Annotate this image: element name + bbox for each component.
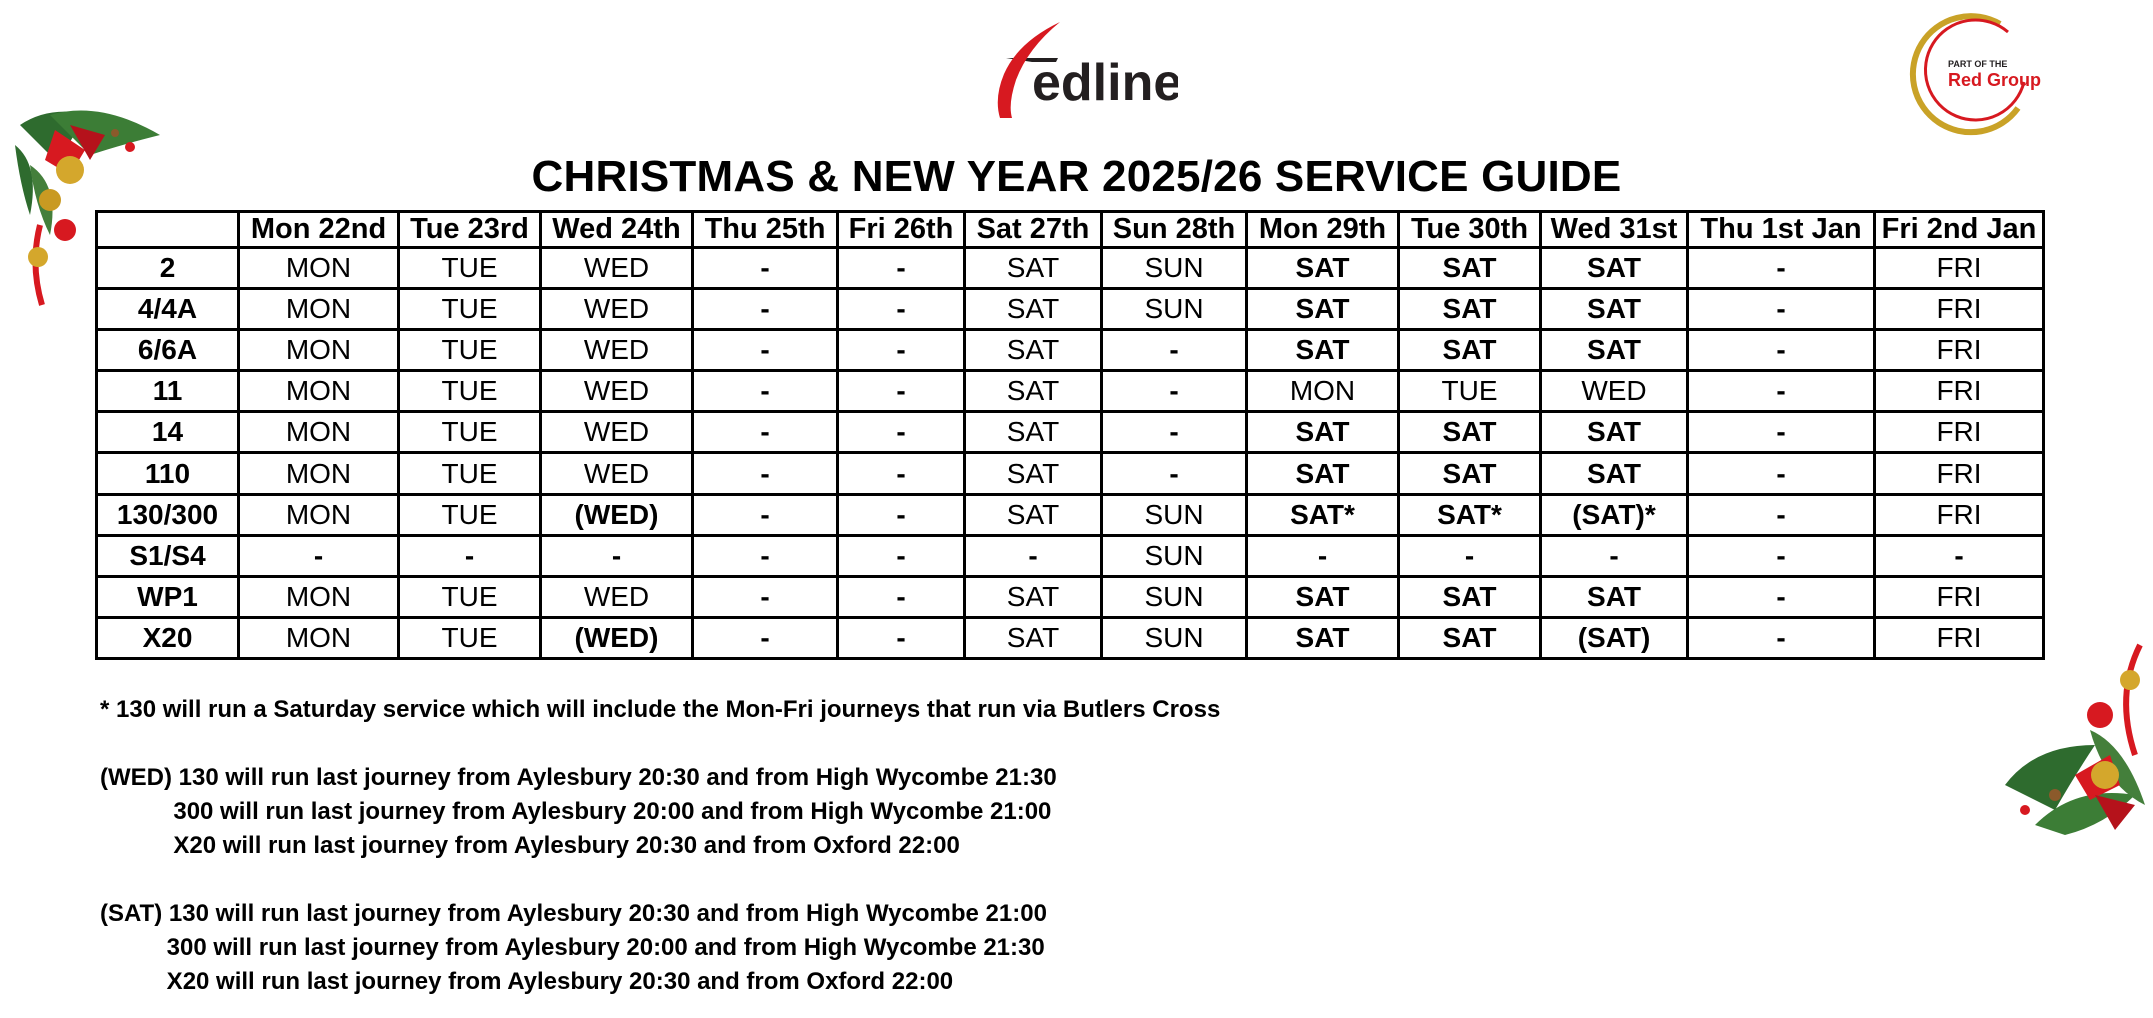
service-cell: SAT bbox=[1399, 617, 1541, 658]
badge-line1: PART OF THE bbox=[1948, 59, 2008, 69]
service-cell: MON bbox=[239, 617, 399, 658]
column-header bbox=[97, 212, 239, 248]
footnote-sat-line: X20 will run last journey from Aylesbury 20:30 and from Oxford 22:00 bbox=[100, 968, 954, 995]
service-cell: SAT bbox=[1399, 248, 1541, 289]
footnotes bbox=[100, 693, 1500, 999]
service-cell: SAT bbox=[1399, 576, 1541, 617]
route-number-cell: 2 bbox=[97, 248, 239, 289]
table-row bbox=[97, 617, 2044, 658]
service-cell: SAT bbox=[965, 576, 1102, 617]
service-cell: WED bbox=[541, 248, 693, 289]
service-cell: WED bbox=[541, 289, 693, 330]
service-cell: - bbox=[1688, 535, 1875, 576]
service-cell: SUN bbox=[1102, 576, 1247, 617]
service-cell: - bbox=[838, 371, 965, 412]
table-row bbox=[97, 371, 2044, 412]
service-cell: SAT bbox=[1247, 576, 1399, 617]
service-cell: SAT bbox=[1541, 453, 1688, 494]
service-cell: MON bbox=[239, 289, 399, 330]
service-cell: - bbox=[1688, 248, 1875, 289]
column-header: Fri 2nd Jan bbox=[1875, 212, 2044, 248]
service-cell: FRI bbox=[1875, 248, 2044, 289]
service-cell: MON bbox=[239, 248, 399, 289]
service-cell: SAT* bbox=[1399, 494, 1541, 535]
service-cell: SAT bbox=[1399, 289, 1541, 330]
service-cell: FRI bbox=[1875, 494, 2044, 535]
service-cell: - bbox=[1688, 494, 1875, 535]
service-cell: - bbox=[693, 289, 838, 330]
service-cell: TUE bbox=[399, 371, 541, 412]
service-cell: SAT bbox=[1541, 330, 1688, 371]
route-number-cell: 14 bbox=[97, 412, 239, 453]
service-cell: SAT bbox=[1247, 330, 1399, 371]
service-cell: TUE bbox=[1399, 371, 1541, 412]
table-row bbox=[97, 289, 2044, 330]
service-cell: TUE bbox=[399, 412, 541, 453]
route-number-cell: X20 bbox=[97, 617, 239, 658]
badge-line2: Red Group bbox=[1948, 70, 2041, 90]
service-cell: SUN bbox=[1102, 289, 1247, 330]
footnote-wed-line: (WED) 130 will run last journey from Aylesbury 20:30 and from High Wycombe 21:30 bbox=[100, 764, 1057, 791]
table-row bbox=[97, 535, 2044, 576]
service-cell: - bbox=[965, 535, 1102, 576]
service-cell: TUE bbox=[399, 576, 541, 617]
service-cell: - bbox=[1688, 617, 1875, 658]
service-cell: SAT bbox=[965, 494, 1102, 535]
page-title: CHRISTMAS & NEW YEAR 2025/26 SERVICE GUIDE bbox=[531, 152, 1622, 201]
column-header: Mon 29th bbox=[1247, 212, 1399, 248]
service-cell: SAT bbox=[965, 289, 1102, 330]
service-cell: - bbox=[838, 576, 965, 617]
service-cell: - bbox=[399, 535, 541, 576]
column-header: Sun 28th bbox=[1102, 212, 1247, 248]
service-cell: - bbox=[1688, 371, 1875, 412]
service-guide-table bbox=[95, 210, 2045, 660]
service-cell: - bbox=[693, 576, 838, 617]
service-cell: (SAT) bbox=[1541, 617, 1688, 658]
service-cell: SAT bbox=[965, 412, 1102, 453]
service-cell: - bbox=[1102, 330, 1247, 371]
service-cell: SAT bbox=[1247, 412, 1399, 453]
service-cell: WED bbox=[1541, 371, 1688, 412]
service-cell: TUE bbox=[399, 248, 541, 289]
service-cell: TUE bbox=[399, 617, 541, 658]
service-cell: SUN bbox=[1102, 617, 1247, 658]
column-header: Thu 1st Jan bbox=[1688, 212, 1875, 248]
service-cell: - bbox=[1688, 330, 1875, 371]
route-number-cell: S1/S4 bbox=[97, 535, 239, 576]
service-cell: WED bbox=[541, 412, 693, 453]
column-header: Tue 30th bbox=[1399, 212, 1541, 248]
table-body bbox=[97, 248, 2044, 659]
service-cell: TUE bbox=[399, 453, 541, 494]
table-row bbox=[97, 576, 2044, 617]
table-row bbox=[97, 412, 2044, 453]
service-cell: MON bbox=[239, 412, 399, 453]
footnote-sat-line: 300 will run last journey from Aylesbury 20:00 and from High Wycombe 21:30 bbox=[100, 934, 1045, 961]
service-cell: - bbox=[541, 535, 693, 576]
service-cell: SAT bbox=[1541, 289, 1688, 330]
service-cell: TUE bbox=[399, 289, 541, 330]
service-cell: SUN bbox=[1102, 535, 1247, 576]
service-cell: WED bbox=[541, 371, 693, 412]
service-cell: SAT bbox=[1541, 576, 1688, 617]
service-cell: SAT bbox=[1399, 453, 1541, 494]
service-cell: - bbox=[1875, 535, 2044, 576]
service-cell: MON bbox=[1247, 371, 1399, 412]
service-cell: - bbox=[693, 330, 838, 371]
service-cell: TUE bbox=[399, 330, 541, 371]
service-cell: - bbox=[838, 494, 965, 535]
service-cell: SAT bbox=[1541, 412, 1688, 453]
service-cell: SAT bbox=[1541, 248, 1688, 289]
service-cell: SAT bbox=[965, 453, 1102, 494]
table-row bbox=[97, 494, 2044, 535]
column-header: Thu 25th bbox=[693, 212, 838, 248]
service-cell: - bbox=[838, 412, 965, 453]
service-cell: SAT bbox=[965, 617, 1102, 658]
service-cell: SAT bbox=[1399, 412, 1541, 453]
route-number-cell: 110 bbox=[97, 453, 239, 494]
service-cell: SAT bbox=[1399, 330, 1541, 371]
service-cell: FRI bbox=[1875, 617, 2044, 658]
service-cell: SAT* bbox=[1247, 494, 1399, 535]
service-cell: SAT bbox=[965, 371, 1102, 412]
redline-logo bbox=[968, 18, 1178, 123]
service-cell: FRI bbox=[1875, 330, 2044, 371]
service-cell: - bbox=[838, 535, 965, 576]
service-cell: (WED) bbox=[541, 617, 693, 658]
route-number-cell: 130/300 bbox=[97, 494, 239, 535]
red-group-badge bbox=[1900, 12, 2050, 137]
service-cell: - bbox=[1102, 412, 1247, 453]
table-row bbox=[97, 248, 2044, 289]
service-cell: - bbox=[693, 453, 838, 494]
service-cell: - bbox=[693, 412, 838, 453]
footnote-sat-line: (SAT) 130 will run last journey from Aylesbury 20:30 and from High Wycombe 21:00 bbox=[100, 900, 1047, 927]
service-cell: MON bbox=[239, 330, 399, 371]
table-row bbox=[97, 453, 2044, 494]
service-cell: - bbox=[1102, 371, 1247, 412]
route-number-cell: 4/4A bbox=[97, 289, 239, 330]
column-header: Tue 23rd bbox=[399, 212, 541, 248]
service-cell: - bbox=[838, 453, 965, 494]
footnote-wed-line: X20 will run last journey from Aylesbury 20:30 and from Oxford 22:00 bbox=[100, 832, 960, 859]
service-cell: SAT bbox=[1247, 453, 1399, 494]
service-cell: - bbox=[239, 535, 399, 576]
service-cell: SAT bbox=[965, 330, 1102, 371]
service-cell: - bbox=[1247, 535, 1399, 576]
service-cell: - bbox=[693, 535, 838, 576]
service-cell: - bbox=[838, 330, 965, 371]
logo-text: edline bbox=[1032, 54, 1178, 112]
service-cell: FRI bbox=[1875, 371, 2044, 412]
column-header: Sat 27th bbox=[965, 212, 1102, 248]
table-header-row bbox=[97, 212, 2044, 248]
service-cell: - bbox=[1688, 412, 1875, 453]
column-header: Fri 26th bbox=[838, 212, 965, 248]
service-cell: FRI bbox=[1875, 289, 2044, 330]
service-cell: SUN bbox=[1102, 494, 1247, 535]
service-cell: - bbox=[1541, 535, 1688, 576]
service-cell: MON bbox=[239, 494, 399, 535]
service-cell: SUN bbox=[1102, 248, 1247, 289]
table-row bbox=[97, 330, 2044, 371]
service-cell: TUE bbox=[399, 494, 541, 535]
service-cell: WED bbox=[541, 576, 693, 617]
service-cell: - bbox=[1688, 289, 1875, 330]
service-cell: - bbox=[1399, 535, 1541, 576]
column-header: Mon 22nd bbox=[239, 212, 399, 248]
service-cell: - bbox=[838, 248, 965, 289]
service-cell: FRI bbox=[1875, 576, 2044, 617]
holly-decoration-icon bbox=[1995, 635, 2147, 840]
column-header: Wed 24th bbox=[541, 212, 693, 248]
service-cell: - bbox=[693, 371, 838, 412]
service-cell: - bbox=[1688, 453, 1875, 494]
service-cell: - bbox=[838, 617, 965, 658]
service-cell: (WED) bbox=[541, 494, 693, 535]
service-cell: WED bbox=[541, 453, 693, 494]
service-cell: MON bbox=[239, 453, 399, 494]
service-cell: SAT bbox=[1247, 617, 1399, 658]
service-cell: - bbox=[693, 248, 838, 289]
service-cell: WED bbox=[541, 330, 693, 371]
footnote-star: * 130 will run a Saturday service which will include the Mon-Fri journeys that run via Butlers Cross bbox=[100, 696, 1221, 723]
service-cell: - bbox=[1688, 576, 1875, 617]
service-cell: SAT bbox=[1247, 289, 1399, 330]
route-number-cell: 11 bbox=[97, 371, 239, 412]
route-number-cell: 6/6A bbox=[97, 330, 239, 371]
footnote-wed-line: 300 will run last journey from Aylesbury 20:00 and from High Wycombe 21:00 bbox=[100, 798, 1052, 825]
column-header: Wed 31st bbox=[1541, 212, 1688, 248]
route-number-cell: WP1 bbox=[97, 576, 239, 617]
service-cell: - bbox=[1102, 453, 1247, 494]
service-cell: FRI bbox=[1875, 412, 2044, 453]
service-cell: - bbox=[693, 494, 838, 535]
service-cell: SAT bbox=[965, 248, 1102, 289]
service-cell: MON bbox=[239, 576, 399, 617]
service-cell: - bbox=[838, 289, 965, 330]
service-cell: (SAT)* bbox=[1541, 494, 1688, 535]
service-cell: SAT bbox=[1247, 248, 1399, 289]
service-cell: - bbox=[693, 617, 838, 658]
service-cell: MON bbox=[239, 371, 399, 412]
service-cell: FRI bbox=[1875, 453, 2044, 494]
